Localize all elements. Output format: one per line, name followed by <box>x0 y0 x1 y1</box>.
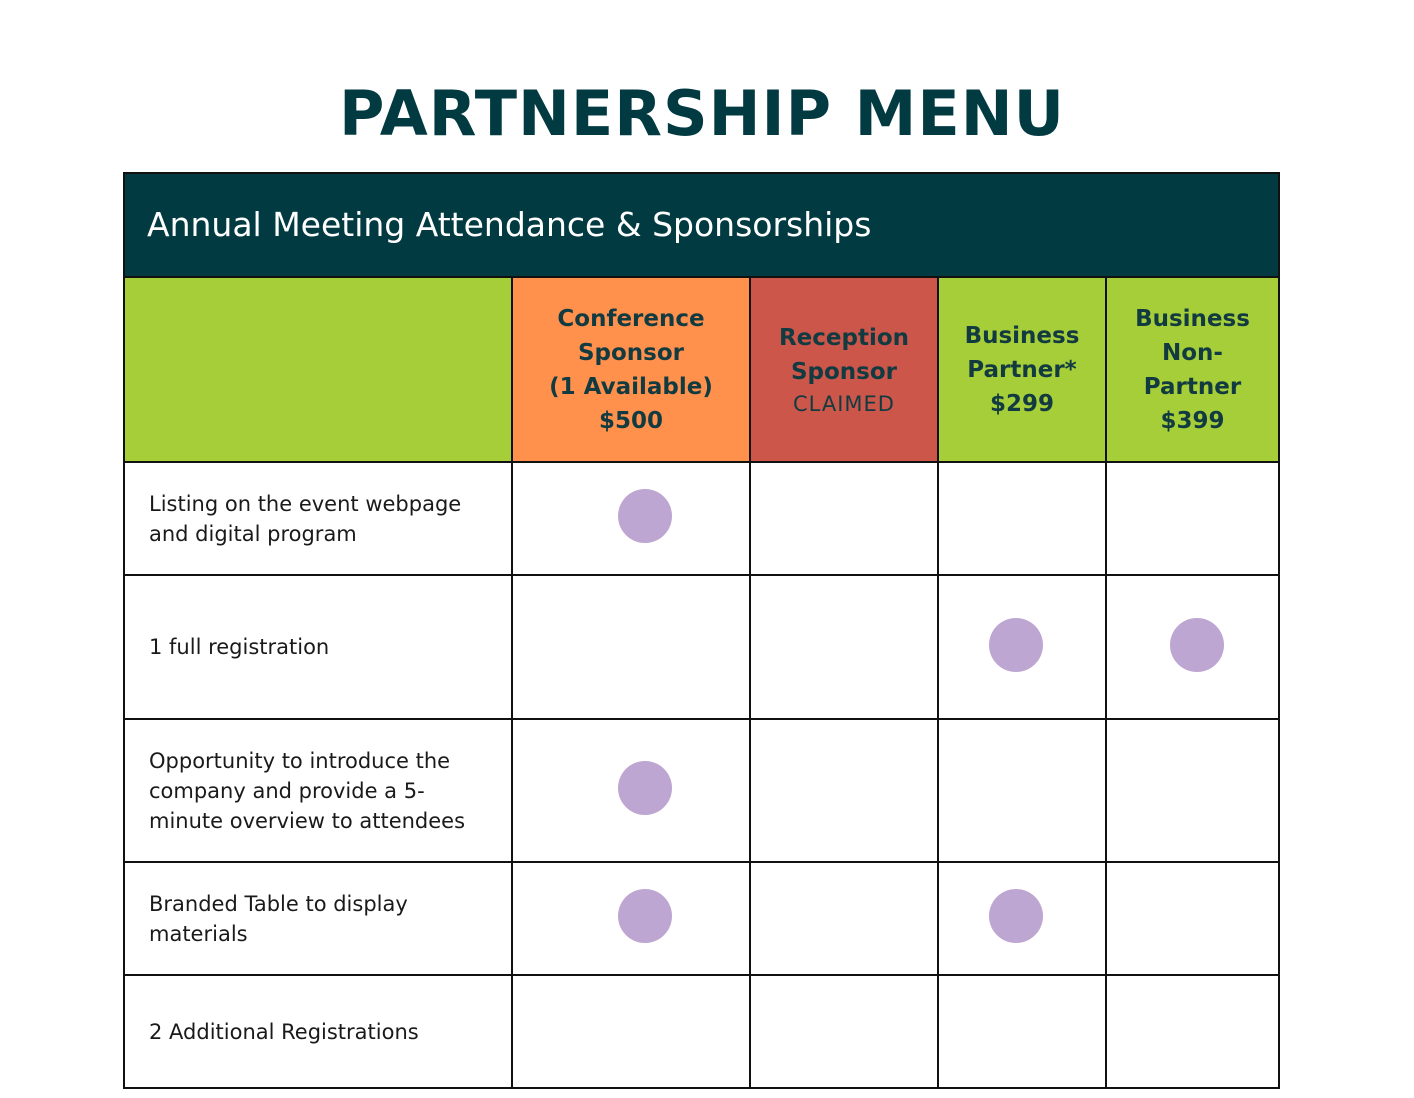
benefit-cell-nonpartner <box>1106 862 1279 975</box>
benefit-label: Opportunity to introduce the company and provide a 5-minute overview to attendees <box>124 719 512 862</box>
benefit-cell-nonpartner <box>1106 462 1279 575</box>
tier-name-line: Reception <box>778 324 910 351</box>
tier-header-reception-sponsor <box>750 277 938 462</box>
tier-header-business-non-partner <box>1106 277 1279 462</box>
table-row <box>124 719 1279 862</box>
benefit-cell-reception <box>750 462 938 575</box>
benefit-cell-conference <box>512 462 750 575</box>
included-dot-icon <box>1170 618 1224 672</box>
benefit-label: Listing on the event webpage and digital program <box>124 462 512 575</box>
included-dot-icon <box>618 489 672 543</box>
benefit-cell-reception <box>750 575 938 719</box>
table-row <box>124 575 1279 719</box>
tier-price: $500 <box>598 407 663 434</box>
benefit-cell-conference <box>512 862 750 975</box>
benefit-cell-partner <box>938 719 1106 862</box>
tier-header-conference-sponsor <box>512 277 750 462</box>
benefit-rows <box>124 462 1279 1088</box>
tier-name-line: Partner <box>1143 373 1242 400</box>
included-dot-icon <box>618 761 672 815</box>
partnership-table <box>123 172 1280 1089</box>
benefit-cell-nonpartner <box>1106 719 1279 862</box>
tier-price: $399 <box>1160 407 1225 434</box>
benefit-label: Branded Table to display materials <box>124 862 512 975</box>
benefit-label: 1 full registration <box>124 575 512 719</box>
benefit-cell-nonpartner <box>1106 975 1279 1088</box>
tier-name-line: Business <box>964 322 1080 349</box>
tier-name-line: Conference <box>557 305 705 332</box>
feature-column-header <box>124 277 512 462</box>
tier-name-line: Partner* <box>967 356 1077 383</box>
included-dot-icon <box>618 889 672 943</box>
benefit-cell-partner <box>938 575 1106 719</box>
benefit-cell-conference <box>512 575 750 719</box>
benefit-cell-partner <box>938 975 1106 1088</box>
tier-name-line: Sponsor <box>577 339 685 366</box>
tier-availability: (1 Available) <box>549 373 713 400</box>
tier-status-claimed: CLAIMED <box>793 391 895 416</box>
benefit-cell-partner <box>938 862 1106 975</box>
included-dot-icon <box>989 618 1043 672</box>
table-row <box>124 862 1279 975</box>
benefit-cell-reception <box>750 719 938 862</box>
benefit-cell-conference <box>512 975 750 1088</box>
table-row <box>124 975 1279 1088</box>
tier-header-row <box>124 277 1279 462</box>
tier-price: $299 <box>989 390 1054 417</box>
benefit-cell-nonpartner <box>1106 575 1279 719</box>
tier-name-line: Non- <box>1162 339 1223 366</box>
tier-name-line: Business <box>1135 305 1250 332</box>
table-banner: Annual Meeting Attendance & Sponsorships <box>124 173 1279 277</box>
tier-header-business-partner <box>938 277 1106 462</box>
benefit-cell-conference <box>512 719 750 862</box>
benefit-cell-partner <box>938 462 1106 575</box>
tier-name-line: Sponsor <box>790 358 898 385</box>
benefit-label: 2 Additional Registrations <box>124 975 512 1088</box>
benefit-cell-reception <box>750 862 938 975</box>
page-title: PARTNERSHIP MENU <box>339 76 1065 150</box>
included-dot-icon <box>989 889 1043 943</box>
benefit-cell-reception <box>750 975 938 1088</box>
table-row <box>124 462 1279 575</box>
